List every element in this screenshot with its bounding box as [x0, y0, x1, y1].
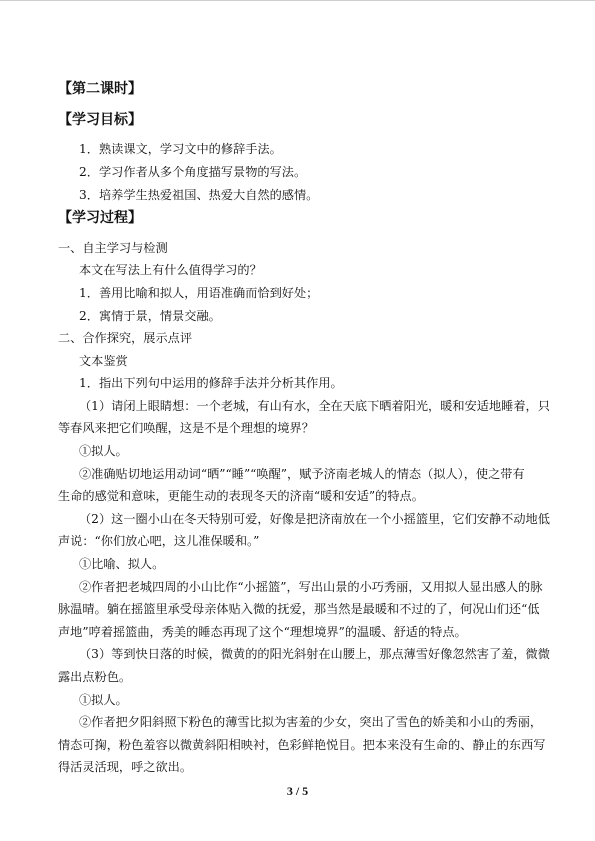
paragraph-line: ②作者把老城四周的小山比作“小摇篮”，写出山景的小巧秀丽，又用拟人显出感人的脉 — [79, 580, 543, 594]
goals-heading: 【学习目标】 — [58, 112, 142, 128]
section-title: 一、自主学习与检测 — [58, 241, 168, 255]
goal-item: 2．学习作者从多个角度描写景物的写法。 — [79, 165, 307, 179]
paragraph-line: ①拟人。 — [79, 444, 128, 458]
list-item: 1．善用比喻和拟人，用语准确而恰到好处； — [79, 286, 319, 300]
paragraph-line: 生命的感觉和意味，更能生动的表现冬天的济南“暖和安适”的特点。 — [58, 489, 424, 503]
page-number: 3 / 5 — [286, 784, 309, 798]
session-heading: 【第二课时】 — [58, 81, 142, 97]
paragraph-line: （3）等到快日落的时候，微黄的的阳光斜射在山腰上，那点薄雪好像忽然害了羞，微微 — [79, 647, 550, 661]
paragraph-line: （2）这一圈小山在冬天特别可爱，好像是把济南放在一个小摇篮里，它们安静不动地低 — [79, 512, 550, 526]
paragraph-line: （1）请闭上眼睛想：一个老城，有山有水，全在天底下晒着阳光，暖和安适地睡着，只 — [79, 399, 550, 413]
paragraph-line: 1．指出下列句中运用的修辞手法并分析其作用。 — [79, 376, 343, 390]
paragraph-line: 文本鉴赏 — [79, 354, 128, 368]
process-heading: 【学习过程】 — [58, 210, 142, 226]
goal-item: 3．培养学生热爱祖国、热爱大自然的感情。 — [79, 188, 319, 202]
paragraph-line: 声地”哼着摇篮曲，秀美的睡态再现了这个“理想境界”的温暖、舒适的特点。 — [58, 625, 467, 639]
paragraph-line: ①拟人。 — [79, 693, 128, 707]
paragraph-line: 情态可掬，粉色羞容以微黄斜阳相映衬，色彩鲜艳悦目。把本来没有生命的、静止的东西写 — [58, 738, 546, 752]
paragraph-line: 声说：“你们放心吧，这儿准保暖和。” — [58, 534, 260, 548]
paragraph-line: 露出点粉色。 — [58, 670, 132, 684]
section-title: 二、合作探究，展示点评 — [58, 331, 193, 345]
top-rule — [0, 0, 595, 1]
goal-item: 1．熟读课文，学习文中的修辞手法。 — [79, 142, 282, 156]
paragraph-line: ②作者把夕阳斜照下粉色的薄雪比拟为害羞的少女，突出了雪色的娇美和小山的秀丽， — [79, 715, 543, 729]
paragraph-line: 等春风来把它们唤醒，这是不是个理想的境界？ — [58, 421, 314, 435]
paragraph-line: ②准确贴切地运用动词“晒”“睡”“唤醒”，赋予济南老城人的情态（拟人），使之带有 — [79, 467, 525, 481]
paragraph-line: 本文在写法上有什么值得学习的？ — [79, 263, 262, 277]
paragraph-line: 脉温晴。躺在摇篮里承受母亲体贴入微的抚爱，那当然是最暖和不过的了，何况山们还“低 — [58, 602, 540, 616]
paragraph-line: 得活灵活现，呼之欲出。 — [58, 760, 193, 774]
list-item: 2．寓情于景，情景交融。 — [79, 309, 221, 323]
paragraph-line: ①比喻、拟人。 — [79, 557, 165, 571]
